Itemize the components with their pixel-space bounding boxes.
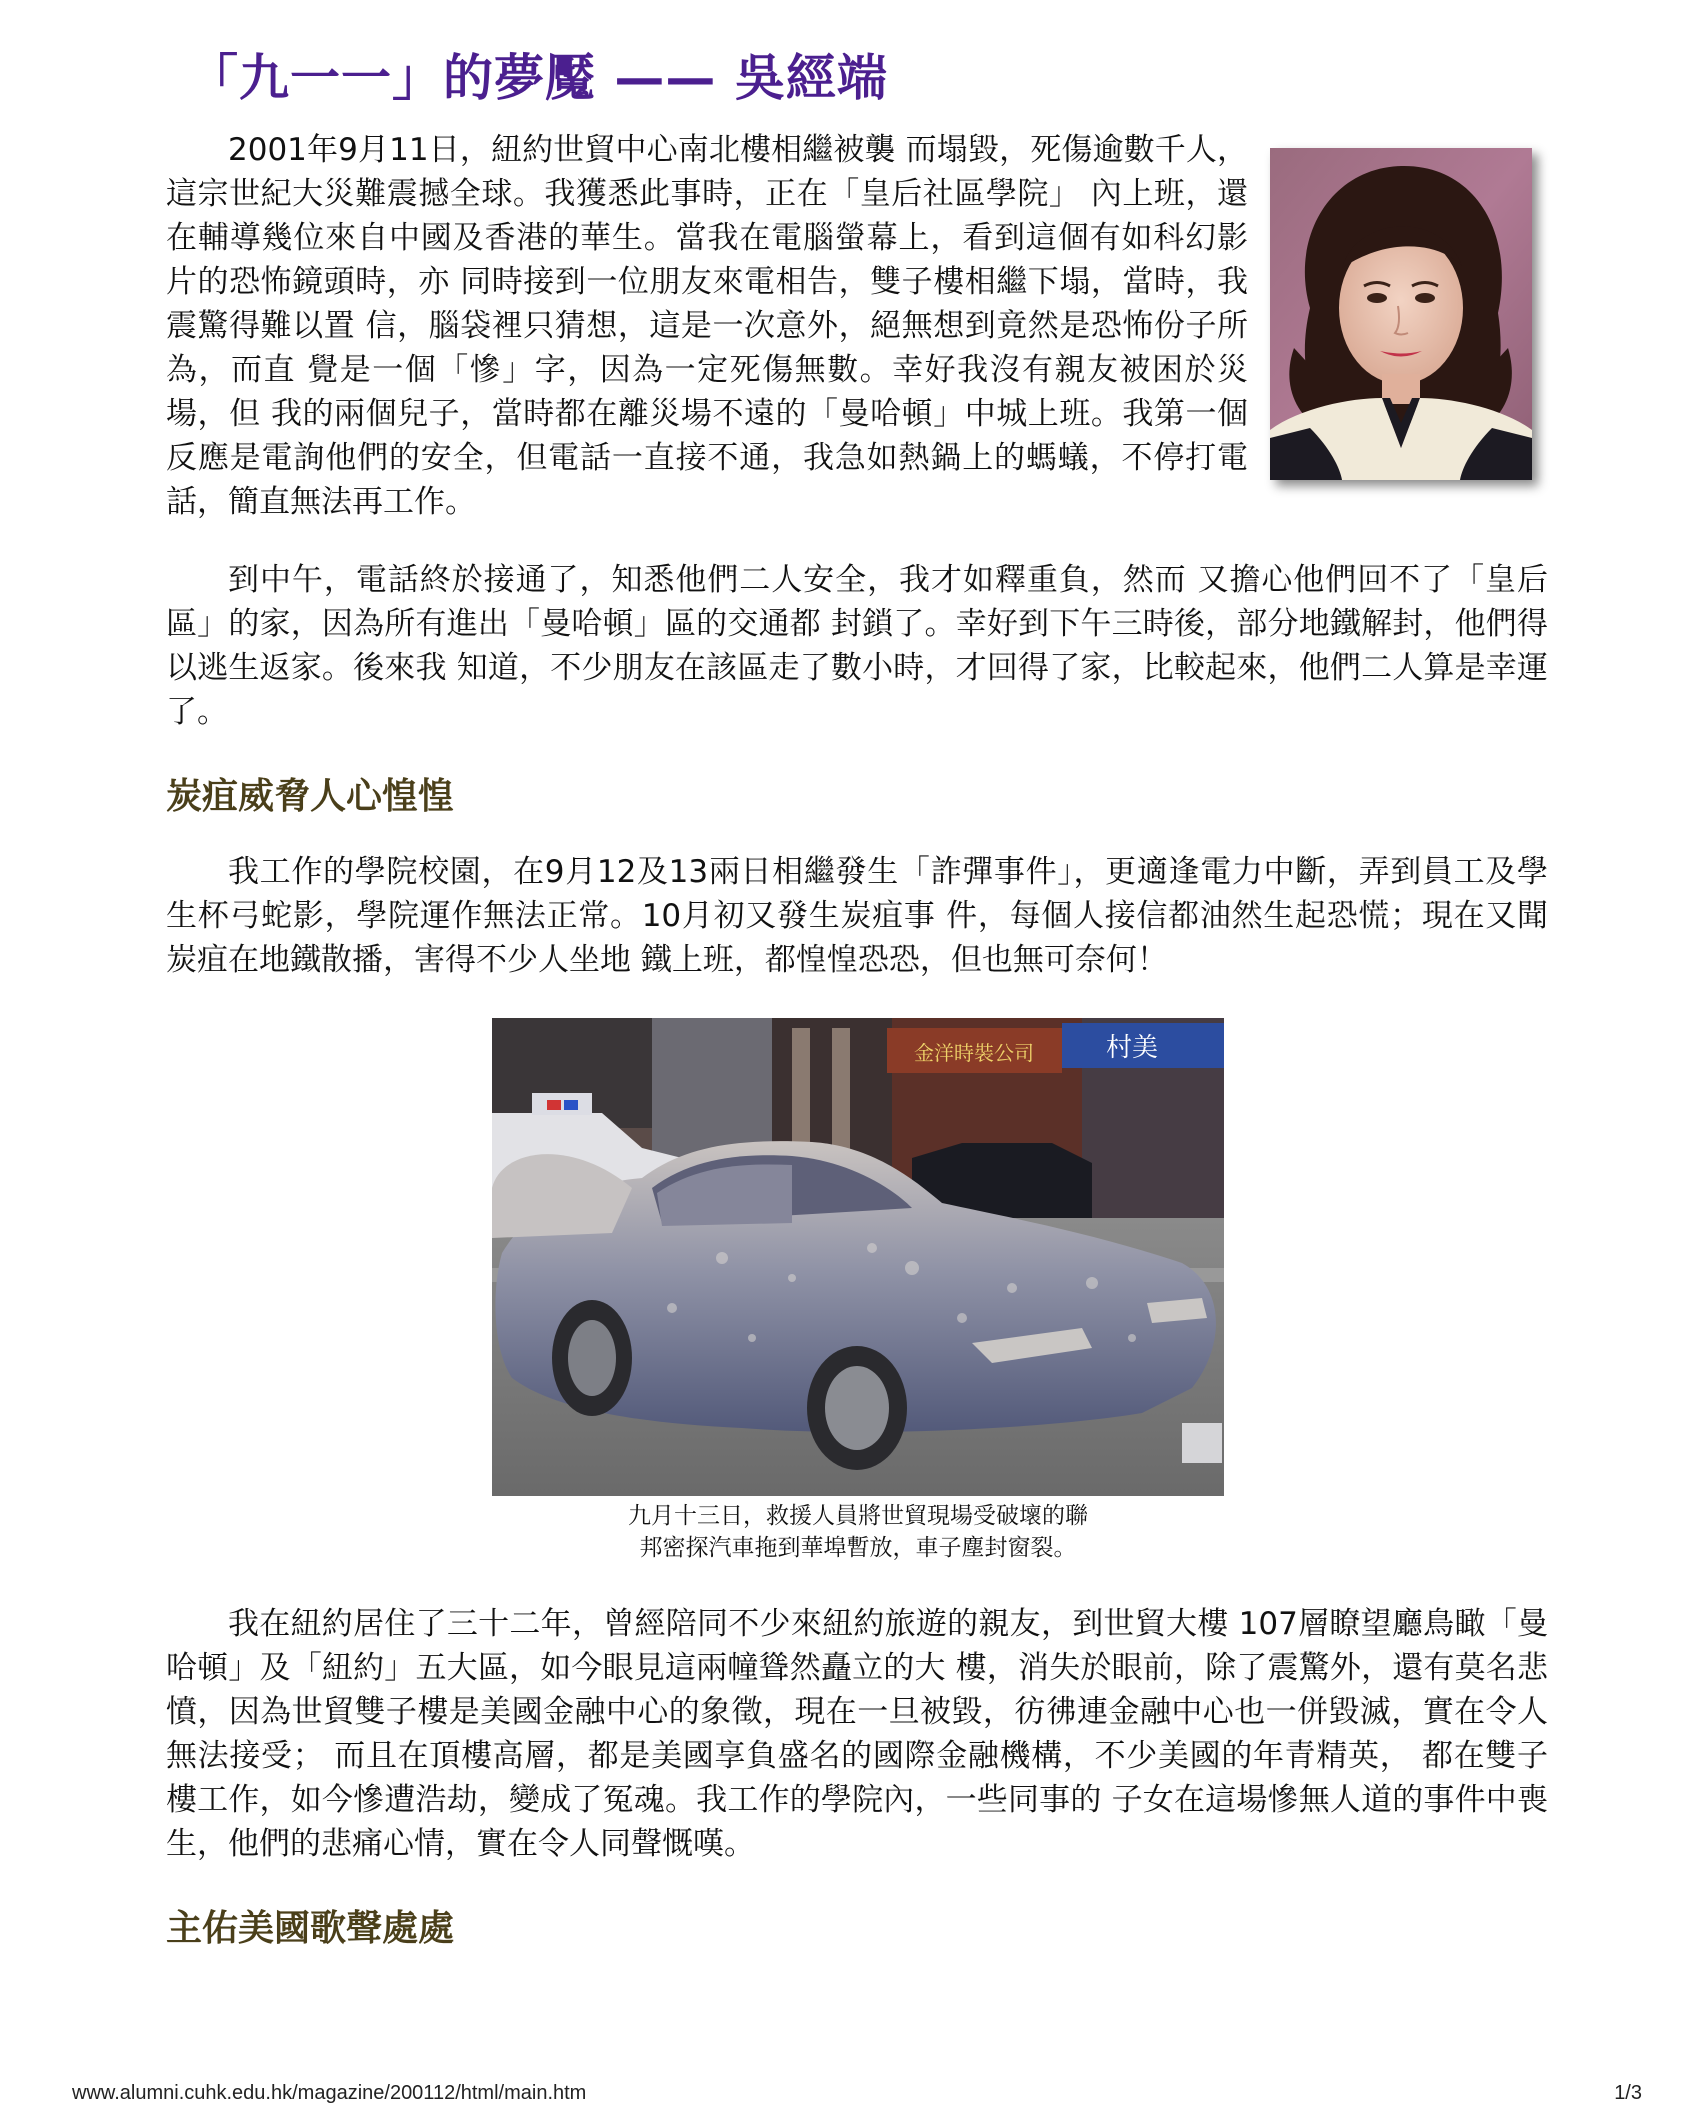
dusty-car-image (492, 1018, 1224, 1496)
paragraph-3: 我工作的學院校園，在9月12及13兩日相繼發生「詐彈事件」，更適逢電力中斷，弄到員工及學生杯弓蛇影，學院運作無法正常。10月初又發生炭疽事 件，每個人接信都油然生起恐慌；現在又聞炭疽在地鐵散播，害得不少人坐地 鐵上班，都惶惶恐恐，但也無可奈何！ (166, 854, 1548, 978)
photo-caption-line-2: 邦密探汽車拖到華埠暫放，車子塵封窗裂。 (639, 1535, 1077, 1561)
photo-caption-line-1: 九月十三日，救援人員將世貿現場受破壞的聯 (628, 1503, 1088, 1529)
paragraph-4: 我在紐約居住了三十二年，曾經陪同不少來紐約旅遊的親友，到世貿大樓 107層瞭望廳鳥瞰「曼哈頓」及「紐約」五大區，如今眼見這兩幢聳然矗立的大 樓，消失於眼前，除了震驚外，還有莫名悲憤，因為世貿雙子樓是美國金融中心的象徵，現在一旦被毀，彷彿連金融中心也一併毀滅，實在令人無法接受； 而且在頂樓高層，都是美國享負盛名的國際金融機構，不少美國的年青精英， 都在雙子樓工作，如今慘遭浩劫，變成了冤魂。我工作的學院內，一些同事的 子女在這場慘無人道的事件中喪生，他們的悲痛心情，實在令人同聲慨嘆。 (166, 1606, 1548, 1862)
paragraph-2: 到中午，電話終於接通了，知悉他們二人安全，我才如釋重負，然而 又擔心他們回不了「皇后區」的家，因為所有進出「曼哈頓」區的交通都 封鎖了。幸好到下午三時後，部分地鐵解封，他們得以逃生返家。後來我 知道，不少朋友在該區走了數小時，才回得了家，比較起來，他們二人算是幸運了。 (166, 562, 1548, 730)
shop-sign-text-right: 村美 (1105, 1033, 1159, 1063)
dusty-car-photo (492, 1018, 1224, 1496)
section-heading-god-bless-america: 主佑美國歌聲處處 (166, 1908, 455, 1949)
article-title: 「九一一」的夢魘 —— 吳經端 (188, 49, 888, 107)
author-portrait (1270, 148, 1532, 480)
author-portrait-image (1270, 148, 1532, 480)
shop-sign-text: 金洋時裝公司 (914, 1041, 1034, 1065)
paragraph-1: 2001年9月11日，紐約世貿中心南北樓相繼被襲 而塌毀，死傷逾數千人，這宗世紀大災難震撼全球。我獲悉此事時，正在「皇后社區學院」 內上班，還在輔導幾位來自中國及香港的華生。當我在電腦螢幕上，看到這個有如科幻影片的恐怖鏡頭時，亦 同時接到一位朋友來電相告，雙子樓相繼下塌，當時，我震驚得難以置 信，腦袋裡只猜想，這是一次意外，絕無想到竟然是恐怖份子所為，而直 覺是一個「慘」字，因為一定死傷無數。幸好我沒有親友被困於災場，但 我的兩個兒子，當時都在離災場不遠的「曼哈頓」中城上班。我第一個反應是電詢他們的安全，但電話一直接不通，我急如熱鍋上的螞蟻，不停打電話，簡直無法再工作。 (166, 132, 1248, 520)
footer-page-number: 1/3 (1614, 2082, 1642, 2104)
section-heading-anthrax: 炭疽威脅人心惶惶 (166, 776, 455, 817)
photo-caption (492, 1500, 1224, 1564)
footer-url: www.alumni.cuhk.edu.hk/magazine/200112/html/main.htm (72, 2082, 587, 2104)
